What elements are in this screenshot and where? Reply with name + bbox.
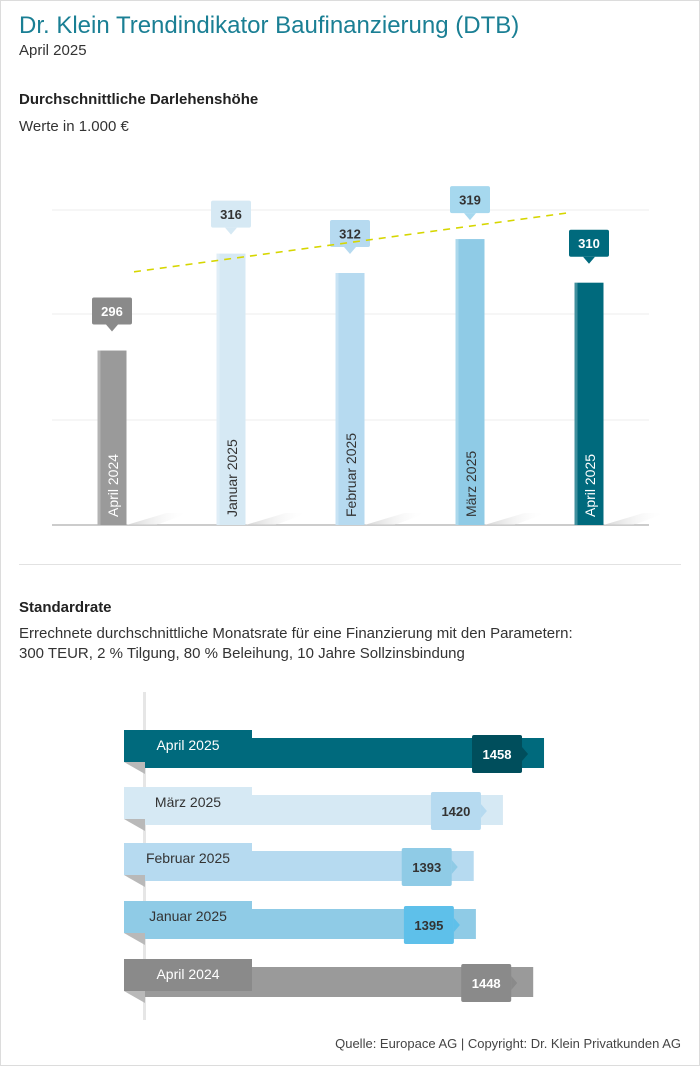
bar-label-1: Januar 2025 [224, 439, 240, 517]
value-label-4: 310 [578, 236, 600, 252]
rate-value-2: 1393 [412, 860, 442, 875]
rate-value-4: 1448 [471, 976, 501, 991]
section2-desc-line1: Errechnete durchschnittliche Monatsrate für eine Finanzierung mit den Parametern: [19, 625, 573, 642]
rate-label-4: April 2024 [156, 966, 220, 982]
rate-label-fold-4 [124, 991, 145, 1003]
rate-label-0: April 2025 [156, 737, 220, 753]
section1-unit: Werte in 1.000 € [19, 118, 129, 135]
rate-value-1: 1420 [441, 804, 471, 819]
source-note: Quelle: Europace AG | Copyright: Dr. Klein Privatkunden AG [335, 1036, 681, 1051]
bar-label-2: Februar 2025 [343, 432, 359, 517]
bar-label-4: April 2025 [582, 453, 598, 517]
section2-desc-line2: 300 TEUR, 2 % Tilgung, 80 % Beleihung, 10 Jahre Sollzinsbindung [19, 645, 465, 662]
rate-label-fold-1 [124, 819, 145, 831]
page-subtitle: April 2025 [19, 42, 87, 59]
value-label-0: 296 [101, 304, 123, 320]
value-label-2: 312 [339, 226, 361, 242]
rate-label-fold-3 [124, 933, 145, 945]
value-label-3: 319 [459, 192, 481, 208]
bar-label-0: April 2024 [105, 453, 121, 517]
section1-title: Durchschnittliche Darlehenshöhe [19, 91, 259, 108]
rate-value-3: 1395 [414, 918, 444, 933]
bar-label-3: März 2025 [463, 450, 479, 517]
rate-label-2: Februar 2025 [145, 850, 231, 866]
rate-label-fold-0 [124, 762, 145, 774]
rate-label-1: März 2025 [154, 794, 222, 810]
value-label-1: 316 [220, 207, 242, 223]
rate-label-3: Januar 2025 [149, 908, 227, 924]
rate-label-fold-2 [124, 875, 145, 887]
page-title: Dr. Klein Trendindikator Baufinanzierung (DTB) [19, 12, 520, 39]
rate-value-0: 1458 [482, 747, 512, 762]
section2-title: Standardrate [19, 599, 112, 616]
